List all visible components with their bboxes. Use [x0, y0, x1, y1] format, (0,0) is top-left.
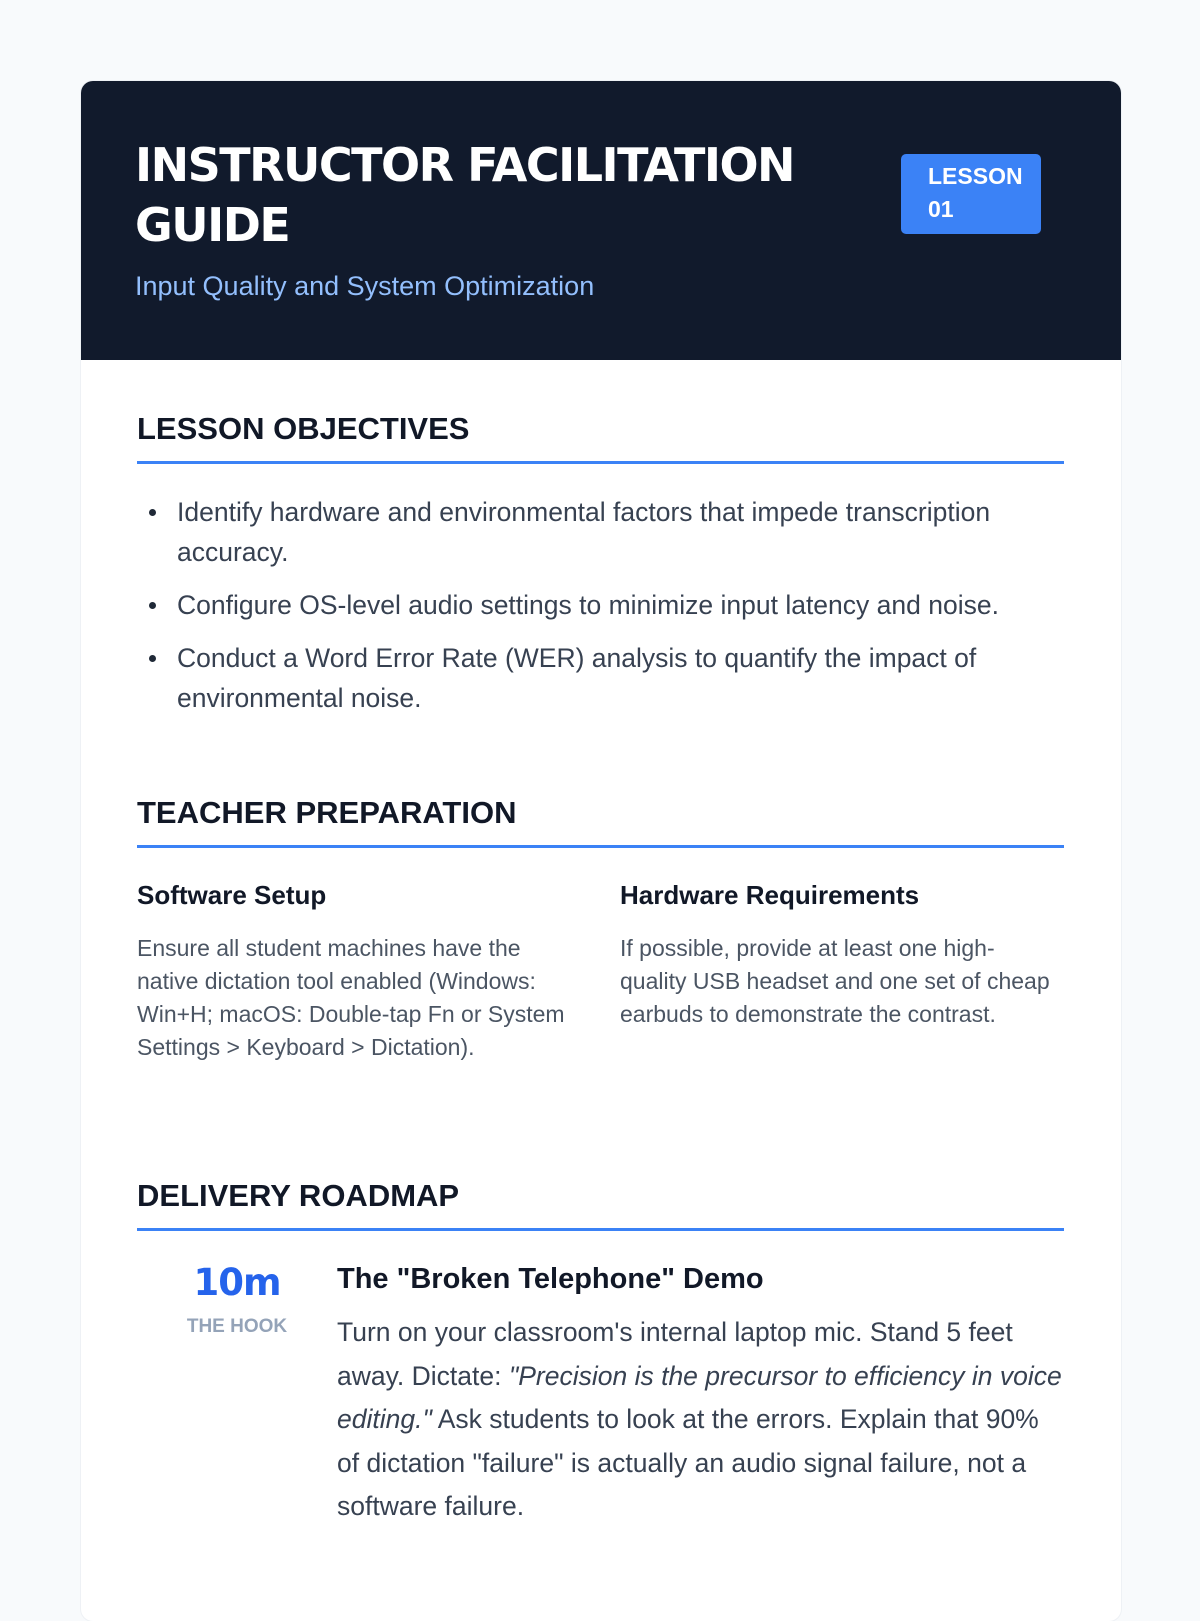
- page-subtitle: Input Quality and System Optimization: [135, 271, 595, 301]
- guide-header: [81, 81, 1121, 360]
- hardware-requirements-text: If possible, provide at least one high-quality USB headset and one set of cheap earbuds to demonstrate the contrast.: [620, 935, 1050, 1027]
- roadmap-duration: 10m: [193, 1261, 281, 1304]
- objective-item: Identify hardware and environmental factors that impede transcription accuracy.: [137, 492, 1064, 572]
- software-setup-heading: Software Setup: [137, 880, 327, 910]
- roadmap-text-after: Ask students to look at the errors. Explain that 90% of dictation "failure" is actually an audio signal failure, not a software failure.: [337, 1404, 1039, 1521]
- preparation-columns: [137, 878, 1064, 1064]
- hardware-requirements-column: [620, 878, 1054, 1064]
- roadmap-item-body: [337, 1261, 1064, 1529]
- roadmap-phase-label: THE HOOK: [186, 1316, 288, 1337]
- roadmap-item-text: [337, 1311, 1064, 1529]
- preparation-section: [137, 793, 1064, 1064]
- roadmap-item-title: The "Broken Telephone" Demo: [337, 1263, 764, 1295]
- objective-item: Conduct a Word Error Rate (WER) analysis to quantify the impact of environmental noise.: [137, 638, 1064, 718]
- page-title: INSTRUCTOR FACILITATION GUIDE: [135, 138, 795, 252]
- objective-item: Configure OS-level audio settings to minimize input latency and noise.: [137, 585, 1064, 625]
- hardware-requirements-heading: Hardware Requirements: [620, 880, 920, 910]
- roadmap-section: [137, 1176, 1064, 1529]
- roadmap-item: [137, 1261, 1064, 1529]
- roadmap-quote: "Precision is the precursor to efficiency in voice editing.": [337, 1360, 1062, 1434]
- objectives-title: LESSON OBJECTIVES: [137, 409, 1064, 464]
- preparation-title: TEACHER PREPARATION: [137, 793, 1064, 848]
- lesson-badge: LESSON 01: [901, 154, 1041, 234]
- objectives-list: [137, 492, 1064, 718]
- roadmap-title: DELIVERY ROADMAP: [137, 1176, 1064, 1231]
- objectives-section: [137, 409, 1064, 731]
- roadmap-text-before: Turn on your classroom's internal laptop mic. Stand 5 feet away. Dictate:: [337, 1317, 1013, 1391]
- guide-card: [81, 81, 1121, 1621]
- software-setup-text: Ensure all student machines have the native dictation tool enabled (Windows: Win+H; macOS: Double-tap Fn or System Settings > Keyboard > Dictation).: [137, 935, 565, 1060]
- software-setup-column: [137, 878, 571, 1064]
- roadmap-time: [137, 1261, 337, 1529]
